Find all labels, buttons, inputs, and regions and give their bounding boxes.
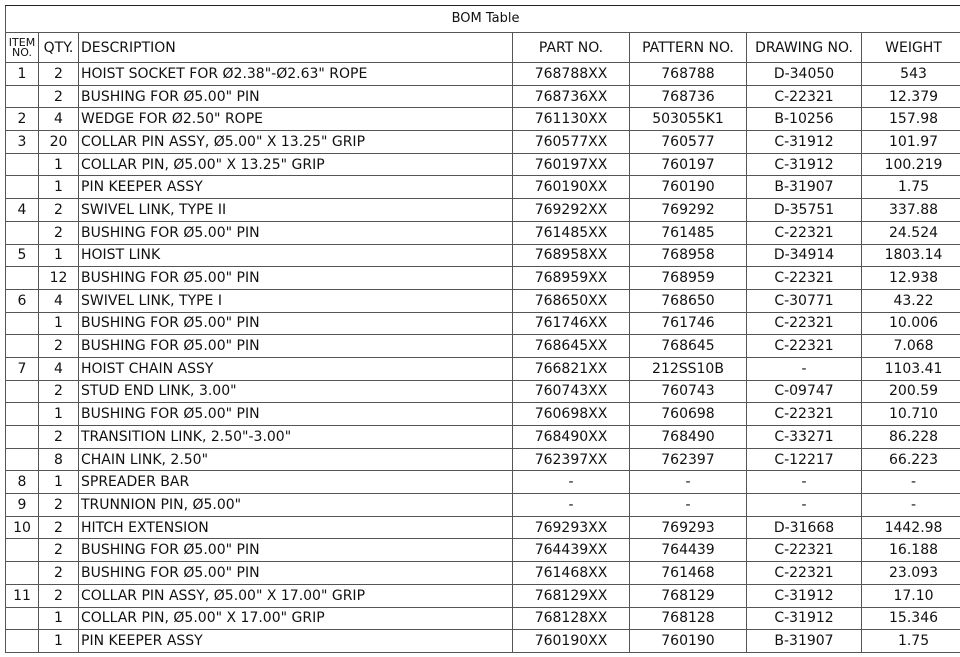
cell-pattern-no: 760190 (630, 630, 747, 653)
cell-item-no: 2 (6, 108, 39, 131)
cell-weight: 100.219 (862, 153, 960, 176)
cell-part-no: 760698XX (513, 403, 630, 426)
cell-pattern-no: 761485 (630, 221, 747, 244)
table-row (6, 516, 960, 539)
cell-qty: 1 (39, 312, 79, 335)
cell-item-no (6, 335, 39, 358)
cell-description: HOIST CHAIN ASSY (79, 357, 513, 380)
cell-description: CHAIN LINK, 2.50" (79, 448, 513, 471)
cell-pattern-no: 769292 (630, 199, 747, 222)
cell-item-no (6, 312, 39, 335)
cell-drawing-no: D-34050 (747, 63, 862, 86)
cell-drawing-no: B-31907 (747, 630, 862, 653)
cell-part-no: 764439XX (513, 539, 630, 562)
table-row (6, 289, 960, 312)
cell-description: BUSHING FOR Ø5.00" PIN (79, 562, 513, 585)
cell-weight: 1442.98 (862, 516, 960, 539)
cell-qty: 2 (39, 221, 79, 244)
cell-item-no: 7 (6, 357, 39, 380)
cell-item-no: 5 (6, 244, 39, 267)
cell-pattern-no: 768490 (630, 426, 747, 449)
cell-part-no: 761746XX (513, 312, 630, 335)
cell-weight: 1.75 (862, 630, 960, 653)
cell-part-no: 760743XX (513, 380, 630, 403)
cell-weight: 12.938 (862, 267, 960, 290)
cell-item-no (6, 221, 39, 244)
cell-item-no (6, 267, 39, 290)
cell-drawing-no: C-22321 (747, 403, 862, 426)
cell-weight: 7.068 (862, 335, 960, 358)
cell-description: BUSHING FOR Ø5.00" PIN (79, 539, 513, 562)
cell-item-no: 6 (6, 289, 39, 312)
cell-weight: 337.88 (862, 199, 960, 222)
cell-description: BUSHING FOR Ø5.00" PIN (79, 85, 513, 108)
cell-item-no (6, 176, 39, 199)
cell-part-no: 768650XX (513, 289, 630, 312)
cell-item-no: 1 (6, 63, 39, 86)
cell-part-no: 760197XX (513, 153, 630, 176)
cell-part-no: 768958XX (513, 244, 630, 267)
cell-drawing-no: D-31668 (747, 516, 862, 539)
cell-weight: 101.97 (862, 131, 960, 154)
cell-qty: 2 (39, 199, 79, 222)
table-row (6, 357, 960, 380)
cell-drawing-no: C-22321 (747, 562, 862, 585)
cell-qty: 2 (39, 335, 79, 358)
cell-item-no: 11 (6, 584, 39, 607)
header-description: DESCRIPTION (79, 33, 513, 63)
cell-weight: 157.98 (862, 108, 960, 131)
cell-qty: 2 (39, 584, 79, 607)
cell-pattern-no: 768958 (630, 244, 747, 267)
cell-pattern-no: 761746 (630, 312, 747, 335)
cell-qty: 1 (39, 176, 79, 199)
header-row (6, 33, 960, 63)
cell-qty: 2 (39, 539, 79, 562)
header-qty: QTY. (39, 33, 79, 63)
cell-weight: 10.006 (862, 312, 960, 335)
table-row (6, 335, 960, 358)
cell-description: COLLAR PIN, Ø5.00" X 13.25" GRIP (79, 153, 513, 176)
cell-pattern-no: 769293 (630, 516, 747, 539)
cell-qty: 2 (39, 516, 79, 539)
cell-description: STUD END LINK, 3.00" (79, 380, 513, 403)
cell-item-no: 9 (6, 494, 39, 517)
cell-qty: 2 (39, 426, 79, 449)
header-part-no: PART NO. (513, 33, 630, 63)
cell-weight: 10.710 (862, 403, 960, 426)
cell-qty: 4 (39, 357, 79, 380)
cell-description: TRUNNION PIN, Ø5.00" (79, 494, 513, 517)
cell-part-no: 768736XX (513, 85, 630, 108)
cell-description: HOIST LINK (79, 244, 513, 267)
cell-part-no: 761468XX (513, 562, 630, 585)
cell-item-no: 4 (6, 199, 39, 222)
cell-pattern-no: 762397 (630, 448, 747, 471)
cell-weight: 24.524 (862, 221, 960, 244)
cell-part-no: 769293XX (513, 516, 630, 539)
cell-pattern-no: - (630, 494, 747, 517)
cell-qty: 20 (39, 131, 79, 154)
table-row (6, 539, 960, 562)
cell-drawing-no: C-22321 (747, 221, 862, 244)
cell-description: TRANSITION LINK, 2.50"-3.00" (79, 426, 513, 449)
cell-pattern-no: 212SS10B (630, 357, 747, 380)
cell-part-no: - (513, 494, 630, 517)
header-item-no (6, 33, 39, 63)
cell-drawing-no: C-33271 (747, 426, 862, 449)
cell-drawing-no: C-31912 (747, 607, 862, 630)
cell-part-no: 768490XX (513, 426, 630, 449)
cell-pattern-no: 768959 (630, 267, 747, 290)
cell-drawing-no: C-31912 (747, 153, 862, 176)
table-row (6, 630, 960, 653)
table-row (6, 562, 960, 585)
cell-drawing-no: C-22321 (747, 85, 862, 108)
cell-weight: 1.75 (862, 176, 960, 199)
cell-item-no (6, 562, 39, 585)
cell-weight: 17.10 (862, 584, 960, 607)
cell-drawing-no: C-22321 (747, 267, 862, 290)
cell-pattern-no: 768736 (630, 85, 747, 108)
cell-pattern-no: 760190 (630, 176, 747, 199)
cell-weight: 43.22 (862, 289, 960, 312)
table-row (6, 607, 960, 630)
cell-drawing-no: - (747, 494, 862, 517)
title-row (6, 6, 960, 33)
cell-weight: - (862, 494, 960, 517)
cell-pattern-no: 768129 (630, 584, 747, 607)
cell-qty: 2 (39, 562, 79, 585)
cell-item-no (6, 153, 39, 176)
table-row (6, 380, 960, 403)
cell-description: BUSHING FOR Ø5.00" PIN (79, 403, 513, 426)
cell-qty: 1 (39, 471, 79, 494)
cell-part-no: 760577XX (513, 131, 630, 154)
cell-item-no (6, 426, 39, 449)
bom-sheet (5, 5, 960, 653)
cell-pattern-no: - (630, 471, 747, 494)
cell-part-no: 768128XX (513, 607, 630, 630)
cell-description: HOIST SOCKET FOR Ø2.38"-Ø2.63" ROPE (79, 63, 513, 86)
table-row (6, 108, 960, 131)
cell-qty: 1 (39, 153, 79, 176)
cell-description: PIN KEEPER ASSY (79, 630, 513, 653)
cell-item-no (6, 539, 39, 562)
cell-part-no: 768645XX (513, 335, 630, 358)
table-row (6, 471, 960, 494)
cell-part-no: 760190XX (513, 630, 630, 653)
bom-table-body (6, 6, 960, 653)
cell-drawing-no: C-22321 (747, 312, 862, 335)
cell-drawing-no: B-31907 (747, 176, 862, 199)
table-row (6, 221, 960, 244)
table-row (6, 494, 960, 517)
table-row (6, 199, 960, 222)
cell-qty: 1 (39, 403, 79, 426)
cell-qty: 8 (39, 448, 79, 471)
table-row (6, 403, 960, 426)
cell-description: BUSHING FOR Ø5.00" PIN (79, 312, 513, 335)
table-row (6, 131, 960, 154)
cell-drawing-no: B-10256 (747, 108, 862, 131)
cell-part-no: 766821XX (513, 357, 630, 380)
cell-part-no: 768788XX (513, 63, 630, 86)
cell-qty: 2 (39, 63, 79, 86)
cell-qty: 1 (39, 630, 79, 653)
table-title: BOM Table (6, 6, 960, 33)
table-row (6, 85, 960, 108)
header-weight: WEIGHT (862, 33, 960, 63)
cell-description: SWIVEL LINK, TYPE I (79, 289, 513, 312)
cell-description: SPREADER BAR (79, 471, 513, 494)
table-row (6, 267, 960, 290)
header-item-line2: NO. (12, 45, 32, 59)
cell-weight: 66.223 (862, 448, 960, 471)
cell-weight: 1803.14 (862, 244, 960, 267)
table-row (6, 584, 960, 607)
cell-qty: 1 (39, 244, 79, 267)
cell-part-no: 762397XX (513, 448, 630, 471)
cell-weight: 12.379 (862, 85, 960, 108)
cell-pattern-no: 768650 (630, 289, 747, 312)
cell-qty: 1 (39, 607, 79, 630)
cell-pattern-no: 760743 (630, 380, 747, 403)
cell-pattern-no: 768788 (630, 63, 747, 86)
cell-weight: 15.346 (862, 607, 960, 630)
cell-weight: 543 (862, 63, 960, 86)
table-row (6, 244, 960, 267)
cell-pattern-no: 760197 (630, 153, 747, 176)
cell-qty: 2 (39, 494, 79, 517)
cell-item-no: 3 (6, 131, 39, 154)
cell-description: BUSHING FOR Ø5.00" PIN (79, 221, 513, 244)
bom-table (5, 5, 960, 653)
table-row (6, 448, 960, 471)
table-row (6, 63, 960, 86)
cell-item-no (6, 85, 39, 108)
cell-description: COLLAR PIN, Ø5.00" X 17.00" GRIP (79, 607, 513, 630)
cell-part-no: - (513, 471, 630, 494)
cell-part-no: 761130XX (513, 108, 630, 131)
cell-pattern-no: 760577 (630, 131, 747, 154)
cell-pattern-no: 764439 (630, 539, 747, 562)
cell-weight: 16.188 (862, 539, 960, 562)
cell-item-no (6, 448, 39, 471)
cell-drawing-no: D-34914 (747, 244, 862, 267)
cell-drawing-no: C-31912 (747, 584, 862, 607)
cell-weight: 200.59 (862, 380, 960, 403)
cell-description: COLLAR PIN ASSY, Ø5.00" X 17.00" GRIP (79, 584, 513, 607)
cell-part-no: 760190XX (513, 176, 630, 199)
cell-drawing-no: C-22321 (747, 335, 862, 358)
cell-qty: 4 (39, 289, 79, 312)
cell-qty: 12 (39, 267, 79, 290)
cell-part-no: 769292XX (513, 199, 630, 222)
header-item-line1: ITEM (8, 35, 36, 49)
table-row (6, 426, 960, 449)
table-row (6, 312, 960, 335)
cell-weight: 23.093 (862, 562, 960, 585)
cell-part-no: 768959XX (513, 267, 630, 290)
table-row (6, 176, 960, 199)
cell-weight: - (862, 471, 960, 494)
cell-drawing-no: - (747, 357, 862, 380)
cell-qty: 2 (39, 380, 79, 403)
cell-item-no (6, 403, 39, 426)
header-pattern-no: PATTERN NO. (630, 33, 747, 63)
cell-pattern-no: 768645 (630, 335, 747, 358)
cell-part-no: 768129XX (513, 584, 630, 607)
cell-pattern-no: 768128 (630, 607, 747, 630)
cell-pattern-no: 503055K1 (630, 108, 747, 131)
cell-pattern-no: 761468 (630, 562, 747, 585)
cell-pattern-no: 760698 (630, 403, 747, 426)
cell-description: BUSHING FOR Ø5.00" PIN (79, 267, 513, 290)
header-drawing-no: DRAWING NO. (747, 33, 862, 63)
cell-drawing-no: C-22321 (747, 539, 862, 562)
cell-description: PIN KEEPER ASSY (79, 176, 513, 199)
cell-drawing-no: D-35751 (747, 199, 862, 222)
cell-description: WEDGE FOR Ø2.50" ROPE (79, 108, 513, 131)
cell-description: HITCH EXTENSION (79, 516, 513, 539)
cell-item-no (6, 607, 39, 630)
cell-item-no (6, 630, 39, 653)
cell-weight: 86.228 (862, 426, 960, 449)
table-row (6, 153, 960, 176)
cell-drawing-no: C-09747 (747, 380, 862, 403)
cell-description: COLLAR PIN ASSY, Ø5.00" X 13.25" GRIP (79, 131, 513, 154)
cell-drawing-no: C-12217 (747, 448, 862, 471)
cell-drawing-no: C-30771 (747, 289, 862, 312)
cell-qty: 4 (39, 108, 79, 131)
cell-qty: 2 (39, 85, 79, 108)
cell-item-no: 10 (6, 516, 39, 539)
cell-drawing-no: - (747, 471, 862, 494)
cell-item-no (6, 380, 39, 403)
cell-item-no: 8 (6, 471, 39, 494)
cell-drawing-no: C-31912 (747, 131, 862, 154)
cell-weight: 1103.41 (862, 357, 960, 380)
cell-description: SWIVEL LINK, TYPE II (79, 199, 513, 222)
cell-description: BUSHING FOR Ø5.00" PIN (79, 335, 513, 358)
cell-part-no: 761485XX (513, 221, 630, 244)
